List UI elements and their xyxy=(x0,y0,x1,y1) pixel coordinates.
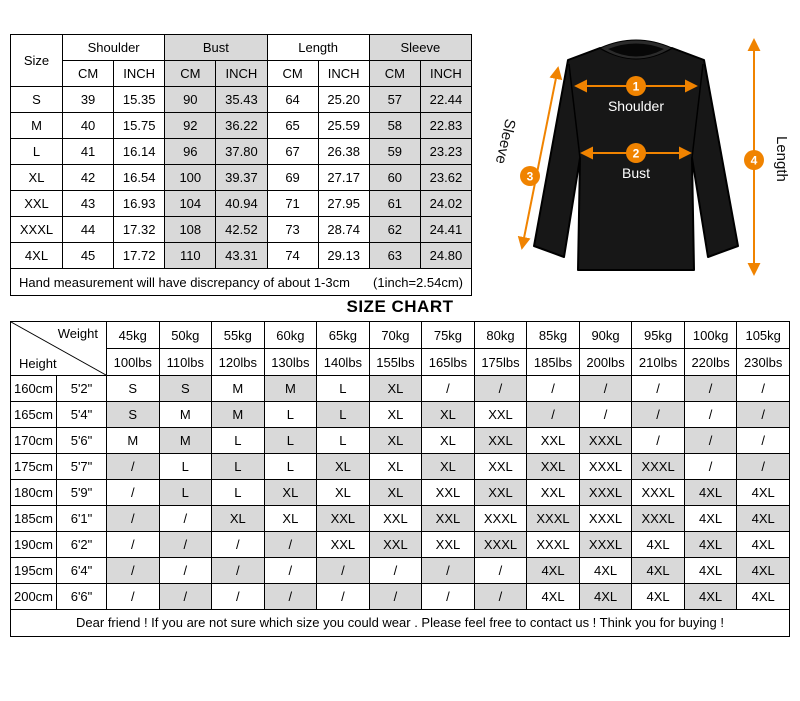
size-chart-row xyxy=(11,428,790,454)
weight-lbs-header: 230lbs xyxy=(737,349,790,376)
recommended-size-cell: 4XL xyxy=(632,558,685,584)
marker-2-number: 2 xyxy=(632,146,640,161)
size-chart-head xyxy=(11,322,790,376)
recommended-size-cell: / xyxy=(159,532,212,558)
recommended-size-cell: L xyxy=(212,454,265,480)
col-header-shoulder: Shoulder xyxy=(63,35,165,61)
recommended-size-cell: 4XL xyxy=(527,558,580,584)
height-ft-cell: 6'2" xyxy=(57,532,107,558)
recommended-size-cell: XL xyxy=(264,506,317,532)
col-header-length: Length xyxy=(267,35,369,61)
measurement-value-cell: 42 xyxy=(63,165,114,191)
recommended-size-cell: XXXL xyxy=(474,532,527,558)
weight-lbs-header: 200lbs xyxy=(579,349,632,376)
recommended-size-cell: XXXL xyxy=(474,506,527,532)
recommended-size-cell: XL xyxy=(422,454,475,480)
measurement-value-cell: 104 xyxy=(165,191,216,217)
recommended-size-cell: 4XL xyxy=(684,532,737,558)
recommended-size-cell: / xyxy=(317,584,370,610)
note-row xyxy=(11,269,472,296)
measurement-value-cell: 27.95 xyxy=(318,191,369,217)
weight-lbs-header: 120lbs xyxy=(212,349,265,376)
measurement-value-cell: 23.62 xyxy=(420,165,471,191)
top-section xyxy=(0,0,800,297)
recommended-size-cell: XL xyxy=(369,376,422,402)
recommended-size-cell: XL xyxy=(369,428,422,454)
recommended-size-cell: XL xyxy=(369,454,422,480)
recommended-size-cell: XL xyxy=(317,454,370,480)
weight-kg-header: 85kg xyxy=(527,322,580,349)
recommended-size-cell: XXXL xyxy=(632,506,685,532)
size-chart-row xyxy=(11,402,790,428)
measurement-value-cell: 90 xyxy=(165,87,216,113)
height-ft-cell: 5'6" xyxy=(57,428,107,454)
weight-lbs-header: 155lbs xyxy=(369,349,422,376)
measurement-value-cell: 43.31 xyxy=(216,243,267,269)
measurement-value-cell: 37.80 xyxy=(216,139,267,165)
weight-lbs-header: 110lbs xyxy=(159,349,212,376)
recommended-size-cell: XXL xyxy=(317,532,370,558)
recommended-size-cell: / xyxy=(264,558,317,584)
recommended-size-cell: XXXL xyxy=(579,506,632,532)
unit-header-row xyxy=(11,61,472,87)
measurement-value-cell: 26.38 xyxy=(318,139,369,165)
recommended-size-cell: / xyxy=(632,402,685,428)
measurement-value-cell: 40 xyxy=(63,113,114,139)
recommended-size-cell: / xyxy=(369,558,422,584)
recommended-size-cell: / xyxy=(264,532,317,558)
weight-lbs-row xyxy=(11,349,790,376)
height-cm-cell: 165cm xyxy=(11,402,57,428)
measurement-value-cell: 42.52 xyxy=(216,217,267,243)
unit-header-inch: INCH xyxy=(318,61,369,87)
measurement-note xyxy=(11,275,471,290)
size-name-cell: L xyxy=(11,139,63,165)
measurement-value-cell: 27.17 xyxy=(318,165,369,191)
recommended-size-cell: M xyxy=(107,428,160,454)
recommended-size-cell: XL xyxy=(317,480,370,506)
measurement-row xyxy=(11,113,472,139)
recommended-size-cell: / xyxy=(579,376,632,402)
recommended-size-cell: 4XL xyxy=(684,480,737,506)
measurement-value-cell: 28.74 xyxy=(318,217,369,243)
recommended-size-cell: / xyxy=(369,584,422,610)
measurement-value-cell: 17.72 xyxy=(114,243,165,269)
recommended-size-cell: / xyxy=(107,532,160,558)
marker-4-number: 4 xyxy=(750,153,758,168)
recommended-size-cell: / xyxy=(684,402,737,428)
unit-header-cm: CM xyxy=(165,61,216,87)
measurement-value-cell: 24.02 xyxy=(420,191,471,217)
measurement-value-cell: 22.44 xyxy=(420,87,471,113)
measurement-value-cell: 22.83 xyxy=(420,113,471,139)
col-header-bust: Bust xyxy=(165,35,267,61)
recommended-size-cell: XL xyxy=(369,402,422,428)
recommended-size-cell: 4XL xyxy=(684,584,737,610)
recommended-size-cell: XXL xyxy=(474,428,527,454)
recommended-size-cell: XXL xyxy=(369,506,422,532)
weight-label: Weight xyxy=(57,326,98,341)
size-chart-row xyxy=(11,506,790,532)
size-chart-title: SIZE CHART xyxy=(346,297,454,316)
measurement-value-cell: 16.54 xyxy=(114,165,165,191)
marker-1-number: 1 xyxy=(632,79,640,94)
recommended-size-cell: / xyxy=(684,428,737,454)
measurement-value-cell: 61 xyxy=(369,191,420,217)
recommended-size-cell: XXL xyxy=(474,402,527,428)
weight-kg-header: 65kg xyxy=(317,322,370,349)
measurement-note-cell xyxy=(11,269,472,296)
recommended-size-cell: / xyxy=(474,584,527,610)
recommended-size-cell: / xyxy=(527,402,580,428)
recommended-size-cell: / xyxy=(159,584,212,610)
weight-kg-header: 70kg xyxy=(369,322,422,349)
height-cm-cell: 200cm xyxy=(11,584,57,610)
weight-kg-header: 55kg xyxy=(212,322,265,349)
measurement-value-cell: 67 xyxy=(267,139,318,165)
recommended-size-cell: XXXL xyxy=(632,480,685,506)
recommended-size-cell: / xyxy=(684,376,737,402)
height-ft-cell: 5'2" xyxy=(57,376,107,402)
height-ft-cell: 6'4" xyxy=(57,558,107,584)
recommended-size-cell: XXXL xyxy=(579,480,632,506)
recommended-size-cell: XXL xyxy=(527,480,580,506)
col-header-sleeve: Sleeve xyxy=(369,35,471,61)
measurement-value-cell: 60 xyxy=(369,165,420,191)
measurement-value-cell: 100 xyxy=(165,165,216,191)
unit-header-inch: INCH xyxy=(216,61,267,87)
sleeve-label: Sleeve xyxy=(491,117,519,166)
weight-kg-header: 105kg xyxy=(737,322,790,349)
height-label: Height xyxy=(19,356,57,371)
measurement-value-cell: 24.80 xyxy=(420,243,471,269)
recommended-size-cell: 4XL xyxy=(579,558,632,584)
recommended-size-cell: XXXL xyxy=(632,454,685,480)
measurement-table xyxy=(10,34,472,296)
recommended-size-cell: XXL xyxy=(474,480,527,506)
measurement-value-cell: 64 xyxy=(267,87,318,113)
measurement-value-cell: 62 xyxy=(369,217,420,243)
measurement-value-cell: 35.43 xyxy=(216,87,267,113)
height-cm-cell: 195cm xyxy=(11,558,57,584)
measurement-value-cell: 16.93 xyxy=(114,191,165,217)
height-ft-cell: 6'1" xyxy=(57,506,107,532)
measurement-value-cell: 29.13 xyxy=(318,243,369,269)
weight-lbs-header: 165lbs xyxy=(422,349,475,376)
size-chart-row xyxy=(11,454,790,480)
unit-header-cm: CM xyxy=(267,61,318,87)
recommended-size-cell: XXL xyxy=(369,532,422,558)
recommended-size-cell: / xyxy=(527,376,580,402)
weight-lbs-header: 100lbs xyxy=(107,349,160,376)
weight-kg-header: 60kg xyxy=(264,322,317,349)
length-label: Length xyxy=(773,136,790,182)
height-cm-cell: 175cm xyxy=(11,454,57,480)
recommended-size-cell: XXXL xyxy=(527,506,580,532)
recommended-size-cell: XL xyxy=(369,480,422,506)
recommended-size-cell: XXL xyxy=(527,428,580,454)
size-chart-body xyxy=(11,376,790,610)
recommended-size-cell: S xyxy=(107,402,160,428)
recommended-size-cell: L xyxy=(317,376,370,402)
recommended-size-cell: XXXL xyxy=(579,454,632,480)
measurement-value-cell: 25.59 xyxy=(318,113,369,139)
shirt-diagram-area xyxy=(476,8,796,293)
height-cm-cell: 180cm xyxy=(11,480,57,506)
size-chart-row xyxy=(11,584,790,610)
weight-kg-header: 100kg xyxy=(684,322,737,349)
weight-kg-row xyxy=(11,322,790,349)
height-cm-cell: 185cm xyxy=(11,506,57,532)
measurement-value-cell: 65 xyxy=(267,113,318,139)
measurement-value-cell: 58 xyxy=(369,113,420,139)
measurement-table-head xyxy=(11,35,472,87)
recommended-size-cell: 4XL xyxy=(632,532,685,558)
recommended-size-cell: / xyxy=(159,558,212,584)
measurement-value-cell: 73 xyxy=(267,217,318,243)
size-chart-table xyxy=(10,321,790,610)
size-chart-row xyxy=(11,532,790,558)
recommended-size-cell: / xyxy=(422,376,475,402)
recommended-size-cell: M xyxy=(159,402,212,428)
recommended-size-cell: M xyxy=(212,376,265,402)
recommended-size-cell: / xyxy=(107,506,160,532)
recommended-size-cell: XXXL xyxy=(579,532,632,558)
recommended-size-cell: XXL xyxy=(527,454,580,480)
recommended-size-cell: 4XL xyxy=(737,558,790,584)
recommended-size-cell: 4XL xyxy=(527,584,580,610)
recommended-size-cell: / xyxy=(737,376,790,402)
height-ft-cell: 6'6" xyxy=(57,584,107,610)
measurement-value-cell: 40.94 xyxy=(216,191,267,217)
recommended-size-cell: / xyxy=(737,454,790,480)
measurement-value-cell: 15.75 xyxy=(114,113,165,139)
weight-height-header xyxy=(11,322,107,376)
col-header-size: Size xyxy=(11,35,63,87)
recommended-size-cell: L xyxy=(212,480,265,506)
measurement-value-cell: 24.41 xyxy=(420,217,471,243)
recommended-size-cell: / xyxy=(422,558,475,584)
size-chart-row xyxy=(11,558,790,584)
measurement-value-cell: 44 xyxy=(63,217,114,243)
recommended-size-cell: / xyxy=(107,454,160,480)
measurement-value-cell: 110 xyxy=(165,243,216,269)
marker-3-number: 3 xyxy=(526,169,534,184)
recommended-size-cell: XXL xyxy=(422,506,475,532)
weight-lbs-header: 220lbs xyxy=(684,349,737,376)
unit-header-cm: CM xyxy=(63,61,114,87)
recommended-size-cell: L xyxy=(159,454,212,480)
recommended-size-cell: / xyxy=(317,558,370,584)
measurement-value-cell: 41 xyxy=(63,139,114,165)
recommended-size-cell: XXXL xyxy=(527,532,580,558)
height-ft-cell: 5'7" xyxy=(57,454,107,480)
height-cm-cell: 160cm xyxy=(11,376,57,402)
measurement-value-cell: 69 xyxy=(267,165,318,191)
measurement-value-cell: 43 xyxy=(63,191,114,217)
recommended-size-cell: / xyxy=(212,532,265,558)
recommended-size-cell: L xyxy=(317,402,370,428)
recommended-size-cell: 4XL xyxy=(684,558,737,584)
recommended-size-cell: XXL xyxy=(422,480,475,506)
measurement-value-cell: 36.22 xyxy=(216,113,267,139)
recommended-size-cell: XL xyxy=(212,506,265,532)
measurement-value-cell: 39.37 xyxy=(216,165,267,191)
size-name-cell: M xyxy=(11,113,63,139)
recommended-size-cell: L xyxy=(264,402,317,428)
size-name-cell: 4XL xyxy=(11,243,63,269)
recommended-size-cell: / xyxy=(159,506,212,532)
unit-header-cm: CM xyxy=(369,61,420,87)
size-name-cell: XXXL xyxy=(11,217,63,243)
measurement-row xyxy=(11,217,472,243)
recommended-size-cell: 4XL xyxy=(684,506,737,532)
shirt-measurement-diagram xyxy=(476,8,796,293)
measurement-value-cell: 92 xyxy=(165,113,216,139)
measurement-table-body xyxy=(11,87,472,269)
recommended-size-cell: / xyxy=(264,584,317,610)
recommended-size-cell: 4XL xyxy=(737,584,790,610)
weight-kg-header: 50kg xyxy=(159,322,212,349)
height-ft-cell: 5'9" xyxy=(57,480,107,506)
recommended-size-cell: S xyxy=(107,376,160,402)
weight-kg-header: 45kg xyxy=(107,322,160,349)
recommended-size-cell: / xyxy=(684,454,737,480)
shoulder-label: Shoulder xyxy=(607,98,665,114)
measurement-value-cell: 63 xyxy=(369,243,420,269)
measurement-value-cell: 16.14 xyxy=(114,139,165,165)
recommended-size-cell: 4XL xyxy=(737,532,790,558)
recommended-size-cell: / xyxy=(579,402,632,428)
height-cm-cell: 170cm xyxy=(11,428,57,454)
recommended-size-cell: / xyxy=(422,584,475,610)
measurement-value-cell: 96 xyxy=(165,139,216,165)
recommended-size-cell: / xyxy=(737,428,790,454)
unit-header-inch: INCH xyxy=(114,61,165,87)
recommended-size-cell: 4XL xyxy=(737,480,790,506)
measurement-value-cell: 25.20 xyxy=(318,87,369,113)
measurement-row xyxy=(11,165,472,191)
weight-kg-header: 75kg xyxy=(422,322,475,349)
recommended-size-cell: XXL xyxy=(422,532,475,558)
recommended-size-cell: XL xyxy=(422,428,475,454)
recommended-size-cell: M xyxy=(264,376,317,402)
hand-measurement-note: Hand measurement will have discrepancy of about 1-3cm xyxy=(19,274,350,290)
size-name-cell: XXL xyxy=(11,191,63,217)
height-cm-cell: 190cm xyxy=(11,532,57,558)
recommended-size-cell: M xyxy=(212,402,265,428)
bust-label: Bust xyxy=(621,165,651,181)
recommended-size-cell: / xyxy=(474,558,527,584)
weight-kg-header: 80kg xyxy=(474,322,527,349)
measurement-value-cell: 59 xyxy=(369,139,420,165)
size-chart-row xyxy=(11,480,790,506)
recommended-size-cell: L xyxy=(212,428,265,454)
measurement-row xyxy=(11,87,472,113)
recommended-size-cell: L xyxy=(159,480,212,506)
recommended-size-cell: / xyxy=(107,480,160,506)
measurement-row xyxy=(11,243,472,269)
weight-lbs-header: 185lbs xyxy=(527,349,580,376)
measurement-value-cell: 74 xyxy=(267,243,318,269)
measurement-value-cell: 15.35 xyxy=(114,87,165,113)
recommended-size-cell: / xyxy=(632,376,685,402)
recommended-size-cell: 4XL xyxy=(737,506,790,532)
recommended-size-cell: 4XL xyxy=(579,584,632,610)
weight-lbs-header: 175lbs xyxy=(474,349,527,376)
recommended-size-cell: S xyxy=(159,376,212,402)
measurement-value-cell: 17.32 xyxy=(114,217,165,243)
unit-header-inch: INCH xyxy=(420,61,471,87)
measurement-value-cell: 23.23 xyxy=(420,139,471,165)
recommended-size-cell: 4XL xyxy=(632,584,685,610)
recommended-size-cell: XL xyxy=(264,480,317,506)
measurement-row xyxy=(11,139,472,165)
measurement-value-cell: 57 xyxy=(369,87,420,113)
weight-lbs-header: 140lbs xyxy=(317,349,370,376)
measurement-value-cell: 108 xyxy=(165,217,216,243)
weight-kg-header: 95kg xyxy=(632,322,685,349)
measurement-value-cell: 39 xyxy=(63,87,114,113)
recommended-size-cell: L xyxy=(264,428,317,454)
recommended-size-cell: / xyxy=(212,558,265,584)
measurement-value-cell: 71 xyxy=(267,191,318,217)
recommended-size-cell: XXL xyxy=(474,454,527,480)
recommended-size-cell: / xyxy=(632,428,685,454)
recommended-size-cell: / xyxy=(107,584,160,610)
measurement-table-foot xyxy=(11,269,472,296)
recommended-size-cell: / xyxy=(107,558,160,584)
size-chart-row xyxy=(11,376,790,402)
recommended-size-cell: M xyxy=(159,428,212,454)
recommended-size-cell: / xyxy=(737,402,790,428)
recommended-size-cell: / xyxy=(474,376,527,402)
recommended-size-cell: L xyxy=(317,428,370,454)
footer-note: Dear friend ! If you are not sure which size you could wear . Please feel free to contact us ! Think you for buying ! xyxy=(10,609,790,637)
weight-lbs-header: 130lbs xyxy=(264,349,317,376)
size-name-cell: S xyxy=(11,87,63,113)
size-name-cell: XL xyxy=(11,165,63,191)
recommended-size-cell: XXXL xyxy=(579,428,632,454)
measurement-row xyxy=(11,191,472,217)
recommended-size-cell: XXL xyxy=(317,506,370,532)
inch-conversion-note: (1inch=2.54cm) xyxy=(373,274,463,290)
group-header-row xyxy=(11,35,472,61)
weight-kg-header: 90kg xyxy=(579,322,632,349)
height-ft-cell: 5'4" xyxy=(57,402,107,428)
measurement-value-cell: 45 xyxy=(63,243,114,269)
recommended-size-cell: XL xyxy=(422,402,475,428)
recommended-size-cell: L xyxy=(264,454,317,480)
recommended-size-cell: / xyxy=(212,584,265,610)
weight-lbs-header: 210lbs xyxy=(632,349,685,376)
